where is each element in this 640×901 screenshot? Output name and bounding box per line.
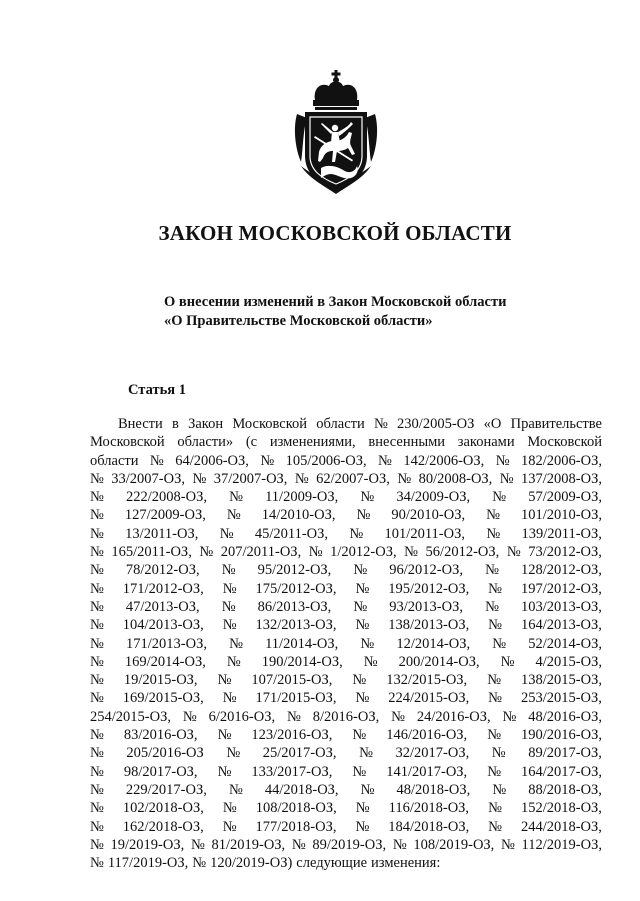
body-word: № [502,708,517,725]
body-word: № [485,562,499,579]
body-word: 25/2017-ОЗ, [262,745,337,762]
body-word: 89/2019-ОЗ, [312,836,387,853]
body-word: № [488,617,502,634]
body-word: «О [483,416,502,432]
body-word: № [90,836,104,853]
body-word: № [221,562,236,579]
body-word: № [287,708,301,725]
body-word: № [192,470,207,487]
body-word: 101/2010-ОЗ, [521,507,602,524]
body-word: № [355,690,370,707]
body-word: 171/2015-ОЗ, [255,690,337,707]
body-word: 96/2012-ОЗ, [389,562,463,579]
body-word: 93/2013-ОЗ, [389,598,463,615]
body-word: 80/2008-ОЗ, [418,470,493,487]
body-line [90,452,602,470]
body-word: № [217,727,232,744]
body-word: № [356,507,371,524]
body-word: № [392,836,407,853]
body-word: 4/2015-ОЗ, [535,653,602,670]
body-word: № [308,544,323,561]
body-word: № [90,544,104,561]
body-word: № [352,727,367,744]
body-word: № [360,489,375,506]
article-heading: Статья 1 [128,382,186,398]
body-word: 12/2014-ОЗ, [396,635,471,652]
body-line [90,616,602,634]
body-word: 102/2018-ОЗ, [122,800,204,817]
body-word: 81/2019-ОЗ, [211,836,286,853]
body-word: 152/2018-ОЗ, [520,800,602,817]
body-word: № [487,727,502,744]
body-word: № [90,672,104,689]
subtitle-line: «О Правительстве Московской области» [164,313,433,329]
body-word: № [222,617,237,634]
body-word: 138/2015-ОЗ, [521,672,602,689]
body-word: № [353,598,368,615]
body-word: 1/2012-ОЗ, [330,544,397,561]
body-word: 224/2015-ОЗ, [388,690,470,707]
body-word: законами [457,434,515,451]
document-subtitle [164,293,584,331]
body-word: № [378,452,392,469]
body-word: № [229,489,243,506]
body-word: № [495,452,510,469]
body-word: Внести [118,416,163,432]
body-word: № [90,525,104,542]
body-line [90,799,602,817]
body-line [90,598,602,616]
body-word: изменениями, [269,434,356,451]
body-word: области [90,452,139,469]
body-word: 120/2019-ОЗ) [210,855,293,872]
body-word: внесенными [368,434,446,451]
body-word: № [90,855,104,872]
body-word: 78/2012-ОЗ, [125,562,200,579]
body-word: № [229,635,243,652]
body-word: 24/2016-ОЗ, [416,708,491,725]
body-word: № [90,781,104,798]
body-word: № [219,525,234,542]
body-word: 45/2011-ОЗ, [254,525,329,542]
body-word: № [500,653,515,670]
body-word: № [90,818,104,835]
body-word: № [499,470,514,487]
body-word: 90/2010-ОЗ, [391,507,466,524]
body-word: 190/2014-ОЗ, [261,653,343,670]
body-word: № [260,452,275,469]
body-word: № [492,635,507,652]
body-line [90,653,602,671]
body-word: № [492,781,507,798]
body-word: № [90,598,104,615]
body-word: № [294,470,309,487]
body-word: № [90,562,104,579]
body-word: 229/2017-ОЗ, [125,781,207,798]
body-word: области» [177,434,234,451]
body-word: № [355,617,370,634]
body-word: 132/2015-ОЗ, [386,672,468,689]
body-word: 13/2011-ОЗ, [125,525,199,542]
body-word: 116/2018-ОЗ, [388,800,470,817]
subtitle-line: О внесении изменений в Закон Московской области [164,294,507,310]
body-word: № [192,855,207,872]
body-line [90,836,602,854]
body-word: 8/2016-ОЗ, [312,708,380,725]
body-word: 19/2019-ОЗ, [110,836,185,853]
body-word: области [316,416,365,432]
body-word: 123/2016-ОЗ, [251,727,333,744]
article-body [90,415,602,872]
body-word: № [360,635,375,652]
body-line [90,525,602,543]
body-word: № [226,745,241,762]
body-word: 19/2015-ОЗ, [123,672,198,689]
coat-of-arms-icon [291,70,381,198]
body-line [90,854,602,872]
body-word: 62/2007-ОЗ, [316,470,390,487]
body-word: № [491,745,506,762]
body-word: 98/2017-ОЗ, [123,763,198,780]
body-word: № [226,653,241,670]
body-word: № [182,708,197,725]
body-word: № [363,653,378,670]
body-word: 253/2015-ОЗ, [520,690,602,707]
body-word: № [360,781,375,798]
body-word: 88/2018-ОЗ, [528,781,602,798]
body-line [90,470,602,488]
body-word: 56/2012-ОЗ, [425,544,500,561]
body-word: 37/2007-ОЗ, [213,470,288,487]
body-word: 190/2016-ОЗ, [521,727,602,744]
body-word: № [488,580,502,597]
body-word: 244/2018-ОЗ, [520,818,602,835]
body-word: № [222,800,237,817]
body-word: № [355,800,370,817]
body-word: 230/2005-ОЗ [397,416,475,432]
body-line [90,543,602,561]
body-word: 138/2013-ОЗ, [388,617,470,634]
body-word: 165/2011-ОЗ, [111,544,192,561]
body-word: № [397,470,412,487]
body-word: Московской [90,434,165,451]
body-word: № [90,489,104,506]
body-word: 47/2013-ОЗ, [125,598,200,615]
body-line [90,744,602,762]
body-word: 205/2016-ОЗ [126,745,204,762]
body-line [90,671,602,689]
body-word: № [90,745,104,762]
body-word: № [217,672,232,689]
body-word: № [90,690,104,707]
body-word: 103/2013-ОЗ, [520,598,602,615]
crown-icon [313,70,359,110]
body-word: 108/2018-ОЗ, [255,800,337,817]
body-line [90,415,602,433]
body-word: Московской [527,434,602,451]
body-word: № [355,818,370,835]
body-word: № [221,598,236,615]
body-word: 48/2016-ОЗ, [528,708,602,725]
body-word: № [90,800,104,817]
body-word: № [404,544,418,561]
body-word: 11/2014-ОЗ, [265,635,339,652]
body-word: 146/2016-ОЗ, [386,727,468,744]
body-word: № [222,690,237,707]
body-word: № [487,672,502,689]
body-word: № [391,708,405,725]
body-word: № [90,507,104,524]
body-word: № [486,525,501,542]
body-word: в [172,416,179,432]
body-word: № [506,544,521,561]
body-word: 11/2009-ОЗ, [265,489,339,506]
body-word: № [90,763,104,780]
body-word: № [90,617,104,634]
body-word: № [190,836,205,853]
body-line [90,708,602,726]
body-word: 171/2013-ОЗ, [125,635,207,652]
body-word: 83/2016-ОЗ, [123,727,198,744]
body-word: следующие [296,855,368,872]
body-word: 182/2006-ОЗ, [521,452,602,469]
body-word: 184/2018-ОЗ, [388,818,470,835]
body-word: № [90,635,104,652]
body-word: № [492,489,507,506]
body-word: № [501,836,515,853]
body-word: 52/2014-ОЗ, [528,635,602,652]
body-word: № [359,745,373,762]
body-word: Закон [188,416,224,432]
body-word: № [217,763,232,780]
body-word: 57/2009-ОЗ, [528,489,602,506]
body-word: 108/2019-ОЗ, [413,836,495,853]
body-word: 112/2019-ОЗ, [521,836,602,853]
body-word: № [291,836,306,853]
body-word: 89/2017-ОЗ, [528,745,602,762]
body-word: № [90,470,104,487]
body-line [90,635,602,653]
body-word: 222/2008-ОЗ, [125,489,207,506]
body-word: 169/2014-ОЗ, [124,653,206,670]
coat-of-arms-graphic [291,70,381,198]
body-word: 169/2015-ОЗ, [122,690,204,707]
body-word: № [355,580,370,597]
body-word: № [90,580,104,597]
body-word: 73/2012-ОЗ, [528,544,602,561]
body-word: 175/2012-ОЗ, [255,580,337,597]
body-line [90,488,602,506]
body-word: № [149,452,164,469]
body-word: 177/2018-ОЗ, [255,818,337,835]
body-line [90,726,602,744]
body-word: 162/2018-ОЗ, [122,818,204,835]
body-word: 139/2011-ОЗ, [521,525,602,542]
body-word: 197/2012-ОЗ, [520,580,602,597]
body-word: 133/2017-ОЗ, [251,763,333,780]
body-word: 101/2011-ОЗ, [384,525,465,542]
body-word: 207/2011-ОЗ, [220,544,302,561]
body-word: 95/2012-ОЗ, [257,562,332,579]
body-word: 86/2013-ОЗ, [257,598,332,615]
body-line [90,689,602,707]
body-word: Правительстве [510,416,602,432]
body-word: 132/2013-ОЗ, [255,617,337,634]
body-line [90,580,602,598]
body-word: 33/2007-ОЗ, [111,470,185,487]
body-word: 254/2015-ОЗ, [90,708,171,725]
body-word: 128/2012-ОЗ, [520,562,602,579]
body-word: 105/2006-ОЗ, [285,452,367,469]
body-word: Московской [232,416,308,432]
body-word: № [352,672,367,689]
body-word: № [226,507,241,524]
body-word: № [199,544,214,561]
body-word: (с [245,434,258,451]
body-word: 48/2018-ОЗ, [396,781,471,798]
body-word: 141/2017-ОЗ, [386,763,468,780]
body-word: 32/2017-ОЗ, [395,745,470,762]
body-word: № [90,727,104,744]
body-line [90,561,602,579]
body-word: № [485,598,499,615]
body-word: № [228,781,243,798]
body-line [90,763,602,781]
body-word: 137/2008-ОЗ, [521,470,602,487]
body-word: 164/2017-ОЗ, [521,763,602,780]
body-word: 104/2013-ОЗ, [122,617,204,634]
body-word: 44/2018-ОЗ, [264,781,339,798]
body-word: 164/2013-ОЗ, [520,617,602,634]
body-line [90,506,602,524]
body-word: № [353,562,368,579]
body-word: № [222,580,237,597]
body-line [90,781,602,799]
body-word: 107/2015-ОЗ, [251,672,333,689]
body-word: № [90,653,104,670]
body-word: № [373,416,388,432]
body-word: 142/2006-ОЗ, [403,452,485,469]
body-word: № [488,800,502,817]
body-line [90,433,602,451]
body-word: 127/2009-ОЗ, [124,507,206,524]
body-word: № [352,763,367,780]
body-word: изменения: [371,855,441,872]
body-word: № [349,525,364,542]
body-word: 14/2010-ОЗ, [261,507,336,524]
body-word: 200/2014-ОЗ, [398,653,480,670]
body-word: № [487,763,502,780]
body-word: 64/2006-ОЗ, [175,452,249,469]
body-word: № [486,507,500,524]
document-title: ЗАКОН МОСКОВСКОЙ ОБЛАСТИ [158,221,512,245]
body-word: № [488,690,502,707]
body-word: 171/2012-ОЗ, [122,580,204,597]
body-word: № [488,818,502,835]
body-word: 6/2016-ОЗ, [208,708,276,725]
body-word: 34/2009-ОЗ, [396,489,471,506]
body-word: № [222,818,237,835]
body-word: 117/2019-ОЗ, [107,855,189,872]
body-line [90,818,602,836]
body-word: 195/2012-ОЗ, [388,580,470,597]
